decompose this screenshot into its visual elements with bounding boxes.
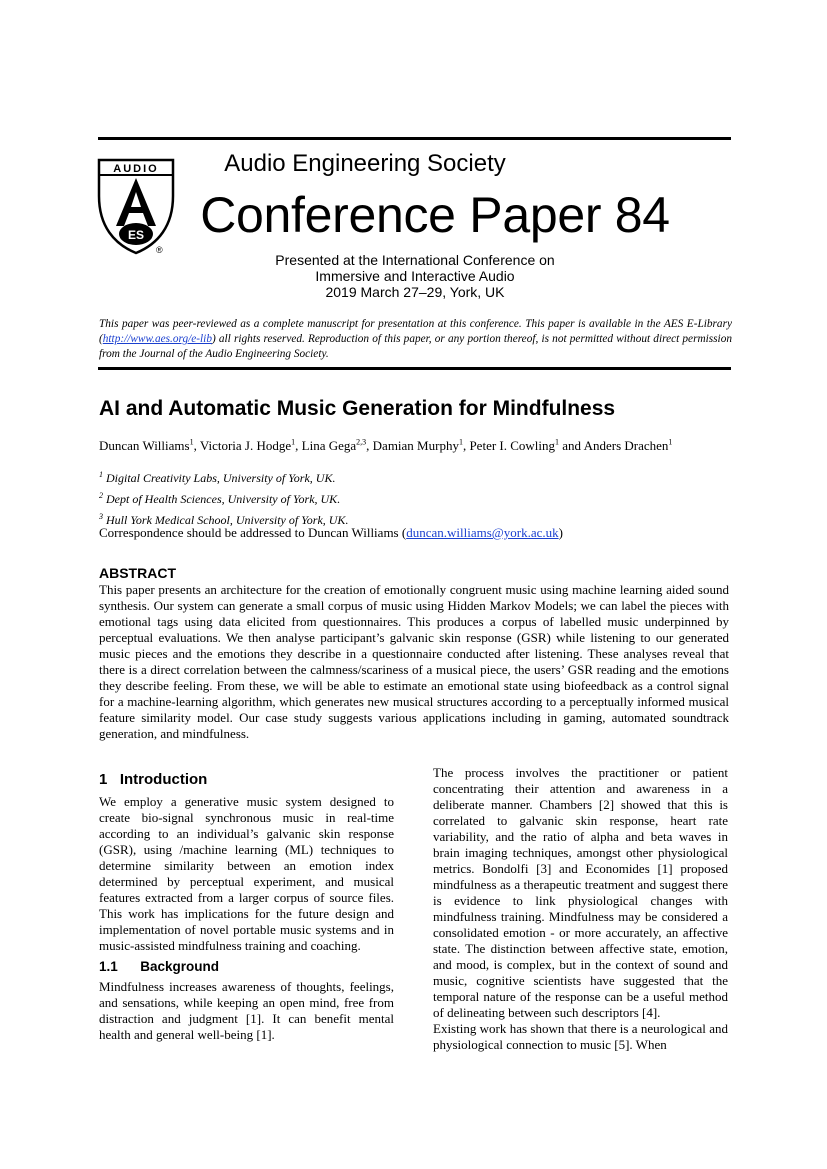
affiliation: $^1$ Digital Creativity Labs, University of York, UK. — [99, 470, 336, 485]
abstract-heading: ABSTRACT — [99, 565, 176, 581]
section-heading-introduction: 1 Introduction — [99, 771, 208, 788]
copyright-notice — [99, 317, 732, 362]
author: Peter I. Cowling$^1$ and — [469, 438, 584, 454]
elibrary-link[interactable]: http://www.aes.org/e-lib — [102, 333, 212, 345]
section-heading-background: 1.1 Background — [99, 959, 220, 974]
presented-line: Presented at the International Conference on — [275, 252, 555, 268]
affiliation: $^2$ Dept of Health Sciences, University of York, UK. — [99, 491, 341, 506]
logo-wordmark: AUDIO — [113, 163, 159, 175]
right-column — [433, 765, 728, 1053]
presented-line: 2019 March 27–29, York, UK — [325, 284, 505, 300]
conference-paper-title: Conference Paper 84 — [200, 187, 670, 243]
author: Anders Drachen$^1$ — [583, 438, 673, 454]
presented-line: Immersive and Interactive Audio — [315, 268, 515, 284]
affiliations — [99, 466, 599, 529]
paragraph: The process involves the practitioner or patient concentrating their attention and awareness in a deliberate manner. Chambers [2] showed that this is correlated to galvanic skin response, heart rate variability, and the ratio of alpha and beta waves in brain imaging techniques, amongst other physiological metrics. Bondolfi [3] and Economides [1] proposed mindfulness as a therapeutic treatment and suggest there is evidence to link physiological changes with mindfulness training. Mindfulness may be considered a consolidated emotion - or more accurately, an affective state. The distinction between affective state, emotion, and mood, is complex, but in the context of sound and music, cognitive scientists have suggested that the temporal nature of the response can be a useful method of delineating between such descriptors [4]. — [433, 765, 728, 1020]
aes-logo-icon — [96, 156, 176, 256]
paragraph: We employ a generative music system designed to create bio-signal synchronous music in real-time according to an individual’s galvanic skin response (GSR), using /machine learning (ML) techniques to determine similarity between an emotion index determined by perceptual experiment, and musical features extracted from a larger corpus of source files. This work has implications for the future design and implementation of novel portable music systems and in music-assisted mindfulness training and coaching. — [99, 794, 394, 953]
notice-text: ) all rights reserved. Reproduction of this paper, or any portion thereof, is not permitted without direct permission from the Journal of the Audio Engineering Society. — [99, 333, 732, 360]
affiliation: $^3$ Hull York Medical School, University of York, UK. — [99, 512, 349, 527]
author: Lina Gega$^{2,3}$, — [301, 438, 373, 454]
author-list — [99, 438, 672, 454]
paper-title: AI and Automatic Music Generation for Mindfulness — [99, 397, 616, 420]
author: Duncan Williams$^1$, — [99, 438, 200, 454]
email-link[interactable]: duncan.williams@york.ac.uk — [406, 525, 559, 540]
presented-at — [200, 252, 630, 300]
society-name: Audio Engineering Society — [224, 150, 506, 177]
left-column — [99, 772, 394, 1043]
correspondence: Correspondence should be addressed to Duncan Williams (duncan.williams@york.ac.uk) — [99, 525, 563, 540]
paragraph: Existing work has shown that there is a neurological and physiological connection to music [5]. When — [433, 1021, 728, 1052]
header-top-rule — [98, 137, 731, 140]
registered-mark: ® — [156, 245, 163, 255]
author: Damian Murphy$^1$, — [372, 438, 470, 454]
paragraph: Mindfulness increases awareness of thoughts, feelings, and sensations, while keeping an open mind, free from distraction and judgment [1]. It can benefit mental health and general well-being [1]. — [99, 979, 394, 1042]
logo-monogram: ES — [127, 228, 145, 242]
header-bottom-rule — [98, 367, 731, 370]
abstract-text: This paper presents an architecture for the creation of emotionally congruent music using machine learning aided sound synthesis. Our system can generate a small corpus of music using Hidden Markov Models; we can label the pieces with emotional tags using data elicited from questionnaires. This produces a corpus of labelled music underpinned by perceptual evaluations. We then analyse participant’s galvanic skin response (GSR) while listening to our generated music pieces and the emotions they describe in a questionnaire conducted after listening. These analyses reveal that there is a direct correlation between the calmness/scariness of a musical piece, the users’ GSR reading and the emotions they describe feeling. From these, we will be able to estimate an emotional state using biofeedback as a control signal for a machine-learning algorithm, which generates new musical structures according to a perceptually informed musical feature similarity model. Our case study suggests various applications including in gaming, automated soundtrack generation, and mindfulness. — [99, 582, 729, 741]
notice-text: This paper was peer-reviewed as a complete manuscript for presentation at this conference. This paper is available in the AES E-Library ( — [99, 318, 732, 345]
author: Victoria J. Hodge$^1$, — [199, 438, 302, 454]
